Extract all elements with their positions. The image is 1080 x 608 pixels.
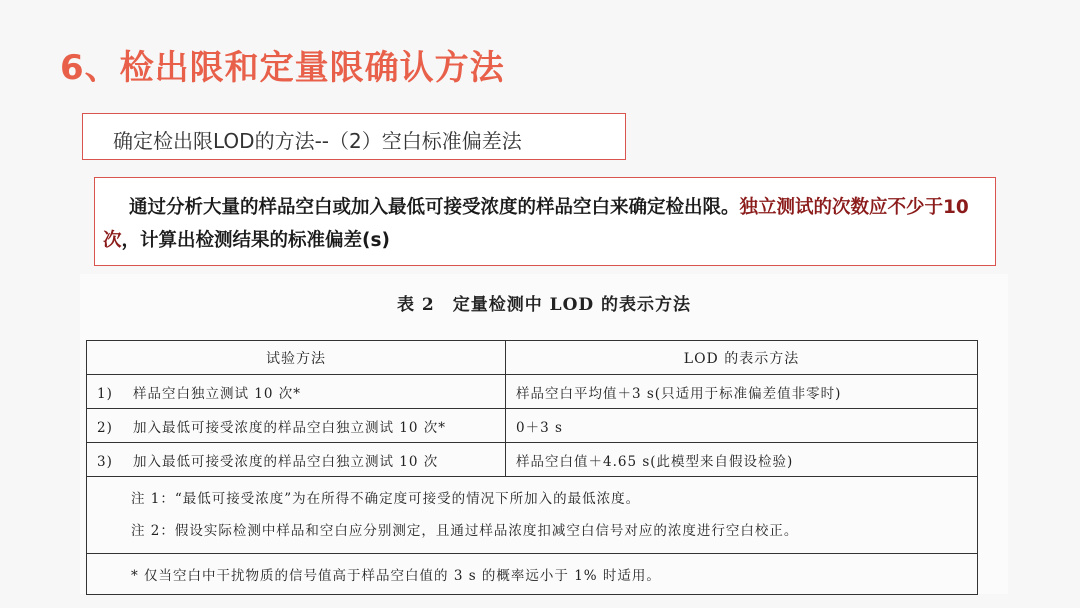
- footnote-row: [87, 554, 978, 595]
- description-text: 通过分析大量的样品空白或加入最低可接受浓度的样品空白来确定检出限。: [129, 197, 740, 218]
- subtitle-text: 确定检出限LOD的方法--（2）空白标准偏差法: [113, 129, 522, 153]
- slide-title: 6、检出限和定量限确认方法: [60, 48, 505, 88]
- description-highlight: 独立测试的次数应不少于10次: [103, 197, 969, 251]
- table-header-row: [87, 341, 978, 375]
- notes-row: [87, 477, 978, 554]
- row-number: 1): [97, 385, 113, 402]
- table-row: [87, 375, 978, 409]
- note-1: 注 1：“最低可接受浓度”为在所得不确定度可接受的情况下所加入的最低浓度。: [131, 491, 641, 507]
- note-2: 注 2：假设实际检测中样品和空白应分别测定，且通过样品浓度扣减空白信号对应的浓度进行空白校正。: [131, 523, 799, 539]
- footnote: * 仅当空白中干扰物质的信号值高于样品空白值的 3 s 的概率远小于 1% 时适用。: [87, 554, 978, 595]
- table-row: [87, 409, 978, 443]
- table-caption: 表 2 定量检测中 LOD 的表示方法: [396, 295, 692, 315]
- header-method: 试验方法: [87, 341, 506, 375]
- row-lod: 样品空白平均值＋3 s(只适用于标准偏差值非零时): [506, 375, 978, 409]
- subtitle-box: [82, 113, 626, 160]
- lod-table: [86, 340, 978, 595]
- row-lod: 样品空白值＋4.65 s(此模型来自假设检验): [506, 443, 978, 477]
- row-method: 样品空白独立测试 10 次*: [133, 385, 302, 402]
- header-lod: LOD 的表示方法: [506, 341, 978, 375]
- row-method: 加入最低可接受浓度的样品空白独立测试 10 次*: [133, 419, 447, 436]
- table-row: [87, 443, 978, 477]
- description-box: [94, 177, 996, 266]
- row-number: 2): [97, 419, 113, 436]
- row-number: 3): [97, 453, 113, 470]
- row-method: 加入最低可接受浓度的样品空白独立测试 10 次: [133, 453, 439, 470]
- scanned-table-image: [80, 274, 1008, 594]
- row-lod: 0＋3 s: [506, 409, 978, 443]
- description-text-end: ，计算出检测结果的标准偏差(s): [121, 230, 390, 251]
